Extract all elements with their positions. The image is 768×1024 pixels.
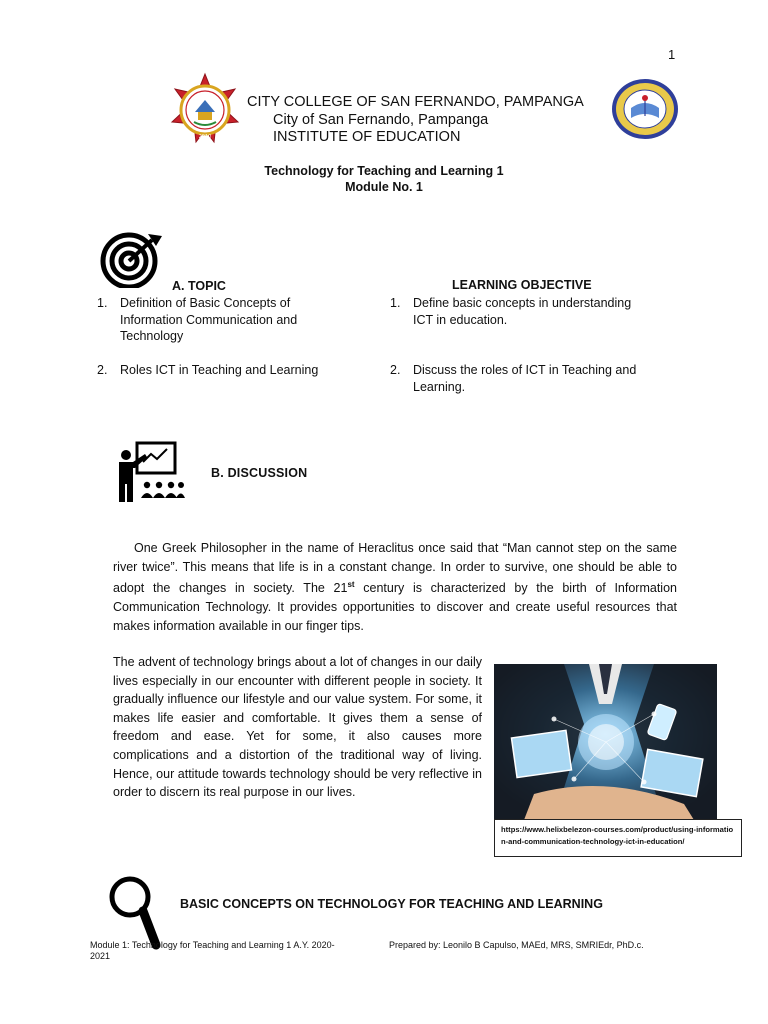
page-number: 1: [668, 47, 676, 62]
list-number: 1.: [390, 296, 401, 310]
discussion-paragraph: The advent of technology brings about a lot of changes in our daily lives especially in our encounter with different people in society. It gradually influence our lifestyle and our value system. For some, it makes life easier and comfortable. It gives them a sense of freedom and ease. Yet for some, it also causes more complications and a distortion of the traditional way of living. Hence, our attitude towards technology should be very reflective in order to discern its real purpose in our lives.: [113, 655, 482, 800]
section-heading: BASIC CONCEPTS ON TECHNOLOGY FOR TEACHING AND LEARNING: [180, 897, 603, 911]
list-text: [413, 362, 636, 395]
footer-prepared-by: Prepared by: Leonilo B Capulso, MAEd, MRS, SMRIEdr, PhD.c.: [389, 940, 644, 950]
topic-heading: A. TOPIC: [172, 279, 226, 293]
module-number: Module No. 1: [345, 180, 423, 194]
list-text: [120, 295, 297, 345]
institute-name: INSTITUTE OF EDUCATION: [273, 129, 461, 145]
college-name: CITY COLLEGE OF SAN FERNANDO, PAMPANGA: [247, 94, 584, 110]
list-text-line: Define basic concepts in understanding: [413, 296, 632, 310]
seal-year: 2010: [198, 134, 212, 140]
list-number: 2.: [390, 363, 401, 377]
photo-caption: https://www.helixbelezon-courses.com/product/using-information-and-communication-technology-ict-in-education/: [494, 819, 742, 857]
course-title-block: [0, 163, 768, 195]
institute-of-education-seal-icon: [610, 78, 680, 140]
course-title: Technology for Teaching and Learning 1: [264, 164, 504, 178]
list-item: [97, 295, 367, 347]
discussion-heading: B. DISCUSSION: [211, 466, 308, 480]
list-text: [120, 362, 318, 379]
list-text-line: Information Communication and: [120, 312, 298, 327]
target-icon: [100, 232, 164, 288]
list-text-line: Learning.: [413, 379, 466, 394]
list-text-line: ICT in education.: [413, 312, 508, 327]
list-text-line: Discuss the roles of ICT in Teaching and: [413, 363, 637, 377]
footer-text: Module 1: Technology for Teaching and Learning 1 A.Y. 2020-: [90, 940, 335, 950]
list-text: [413, 295, 631, 328]
paragraph-text: century is characterized by the birth of Information Communication Technology. It provides opportunities to discover and create useful resources that makes information available in our finger tips.: [113, 581, 677, 633]
list-item: [97, 362, 367, 380]
objective-heading: LEARNING OBJECTIVE: [452, 278, 592, 292]
college-city: City of San Fernando, Pampanga: [273, 112, 489, 128]
list-number: 1.: [97, 296, 108, 310]
superscript: st: [347, 580, 355, 590]
list-item: [390, 295, 680, 331]
list-text-line: Technology: [120, 329, 184, 343]
teacher-board-icon: [115, 440, 185, 504]
footer-module: [90, 940, 335, 962]
paragraph-text: One Greek Philosopher in the name of Heraclitus once said that “Man cannot step on the same river twice”. This means that life is in a constant change. In order to survive, one should be able to adopt the changes in society. The 21: [113, 541, 677, 596]
footer-text: 2021: [90, 951, 111, 961]
list-text-line: Definition of Basic Concepts of: [120, 296, 291, 310]
ccsfp-seal-icon: [168, 72, 242, 144]
ict-hands-devices-photo: [494, 664, 717, 820]
list-item: [390, 362, 680, 398]
discussion-paragraph: [113, 539, 677, 635]
list-number: 2.: [97, 363, 108, 377]
list-text-line: Roles ICT in Teaching and Learning: [120, 363, 319, 377]
